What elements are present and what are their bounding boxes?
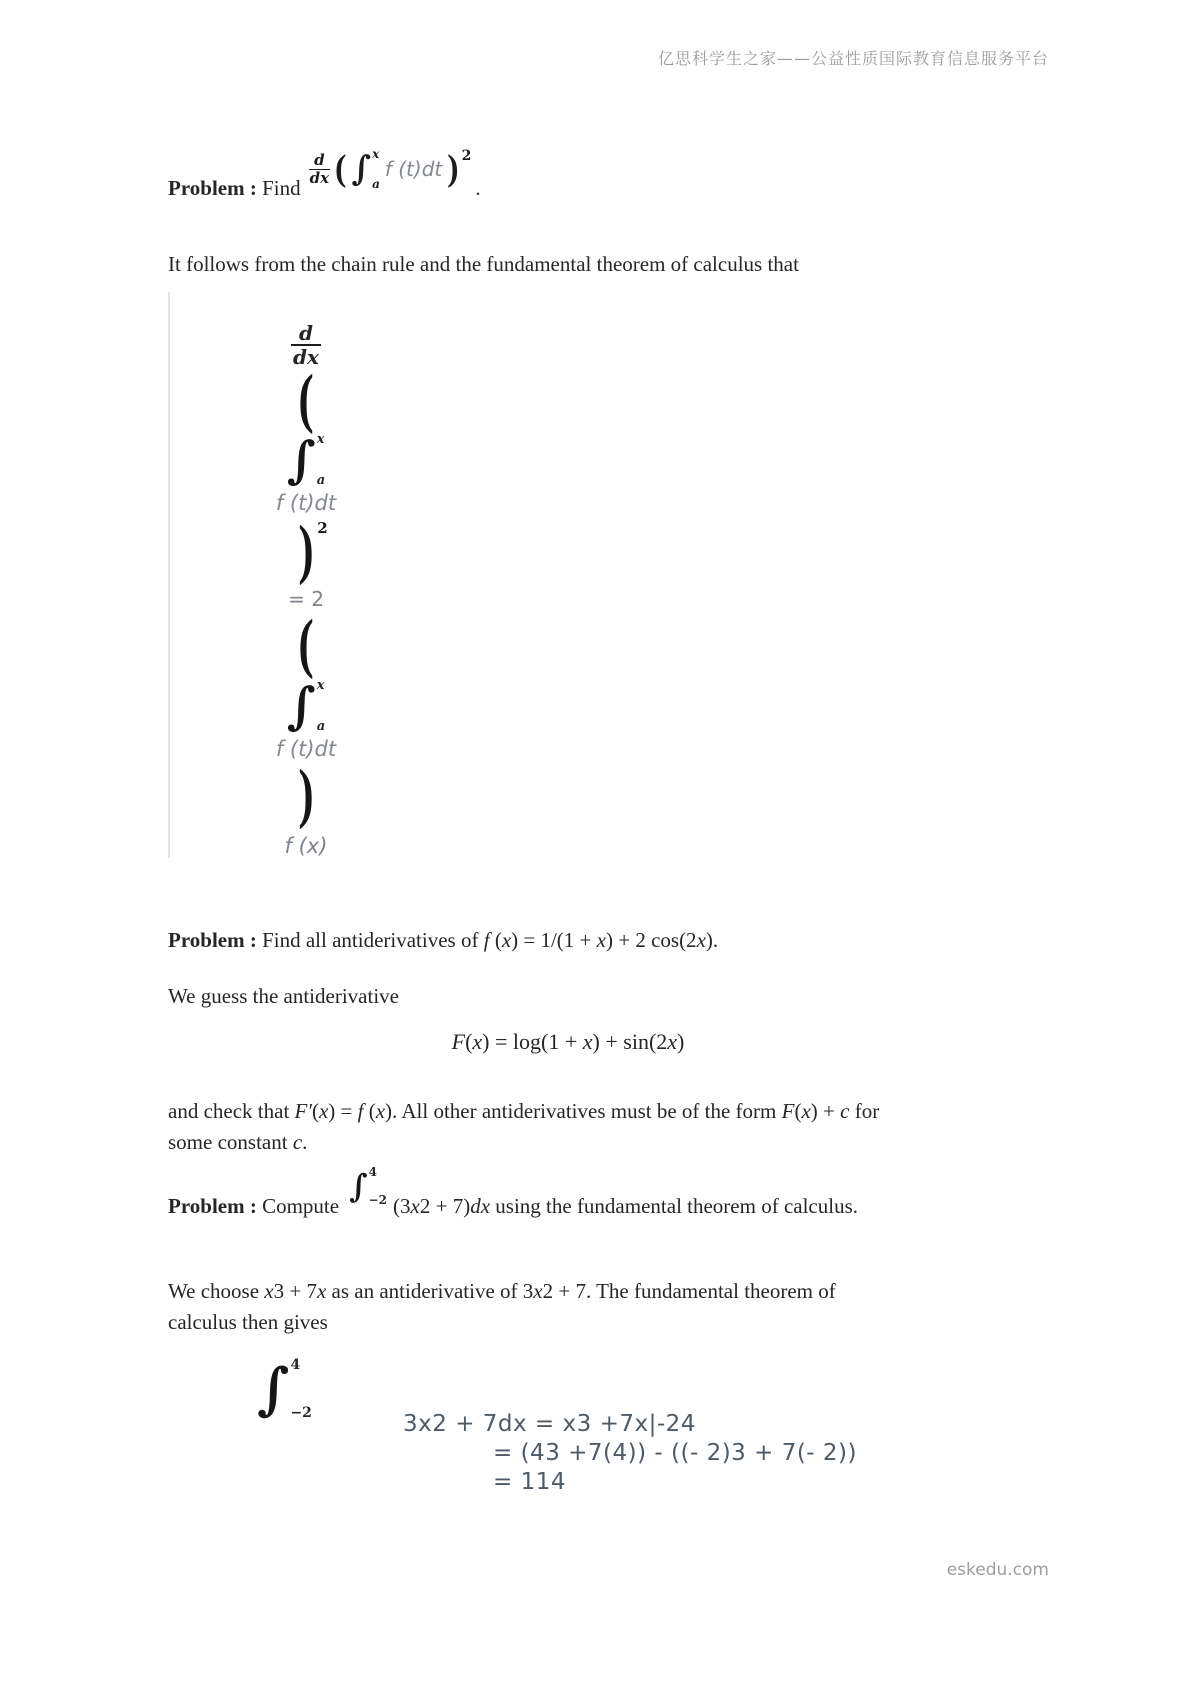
- problem1-text: Problem : Find: [168, 176, 301, 200]
- exponent-2: 2: [317, 519, 328, 538]
- integrand-text: f (t)dt: [275, 491, 337, 516]
- integral-sign: ∫ x a: [286, 430, 326, 490]
- derivation-figure: [168, 292, 366, 858]
- fraction-d-dx: $\frac{d}{dx}$: [309, 151, 330, 187]
- problem3-paragraph: [168, 1166, 858, 1220]
- integral-lower-limit: a: [316, 718, 326, 734]
- integrand-text: f (t)dt: [384, 157, 443, 181]
- exponent-2: 2: [461, 148, 472, 164]
- integral-lower-limit: −2: [368, 1193, 388, 1207]
- problem1-paragraph: [168, 148, 481, 202]
- integral-upper-limit: 4: [290, 1357, 301, 1373]
- open-paren: (: [298, 605, 314, 680]
- close-paren: ): [447, 148, 459, 189]
- f-of-x-text: f (x): [284, 833, 328, 858]
- inline-formula-derivative: [309, 148, 472, 190]
- site-header-note: 亿思科学生之家——公益性质国际教育信息服务平台: [657, 49, 1049, 68]
- evaluation-line-2: = (43 +7(4)) - ((- 2)3 + 7(- 2)): [493, 1440, 857, 1466]
- integrand-text: f (t)dt: [275, 736, 337, 761]
- close-paren-squared: [298, 511, 328, 586]
- integral-upper-limit: x: [316, 432, 325, 448]
- problem-label: Problem :: [168, 176, 257, 200]
- integral-upper-limit: x: [316, 677, 325, 693]
- close-paren: ): [298, 511, 314, 586]
- integral-sign: ∫ x a: [286, 675, 326, 735]
- evaluation-figure: [168, 1352, 1028, 1502]
- antiderivative-formula: F(x) = log(1 + x) + sin(2x): [451, 1029, 685, 1054]
- integral-sign: ∫ 4 −2: [349, 1165, 388, 1207]
- site-footer-note: eskedu.com: [946, 1560, 1049, 1580]
- integral-sign: ∫ x a: [351, 147, 380, 191]
- sentence-period: .: [475, 176, 481, 200]
- open-paren: (: [298, 360, 314, 435]
- integral-lower-limit: a: [372, 177, 380, 191]
- equals-2-text: = 2: [288, 587, 324, 612]
- chain-rule-paragraph: It follows from the chain rule and the fundamental theorem of calculus that: [168, 252, 799, 276]
- integral-lower-limit: a: [316, 473, 326, 489]
- choose-paragraph: We choose x3 + 7x as an antiderivative of 3x2 + 7. The fundamental theorem of calculus then gives: [168, 1279, 836, 1334]
- check-paragraph: and check that F′(x) = f (x). All other antiderivatives must be of the form F(x) + c for some constant c.: [168, 1099, 880, 1154]
- integral-lower-limit: −2: [290, 1405, 312, 1421]
- problem3-rest-text: (3x2 + 7)dx using the fundamental theorem of calculus.: [393, 1194, 859, 1218]
- integral-upper-limit: 4: [368, 1165, 377, 1179]
- integral-sign: ∫ 4 −2: [257, 1356, 312, 1422]
- close-paren: ): [298, 755, 314, 830]
- fraction-d-dx: $\frac{d}{dx}$: [293, 321, 319, 369]
- problem-label: Problem :: [168, 1194, 257, 1218]
- evaluation-line-3: = 114: [493, 1469, 566, 1495]
- problem2-paragraph: Problem : Find all antiderivatives of f (x) = 1/(1 + x) + 2 cos(2x).: [168, 928, 719, 952]
- evaluation-line-1: 3x2 + 7dx = x3 +7x|-24: [403, 1411, 696, 1437]
- integral-upper-limit: x: [372, 147, 380, 161]
- open-paren: (: [335, 148, 347, 189]
- guess-paragraph: We guess the antiderivative: [168, 984, 399, 1008]
- problem3-text: Problem : Compute: [168, 1194, 340, 1218]
- evaluation-steps: [403, 1410, 857, 1497]
